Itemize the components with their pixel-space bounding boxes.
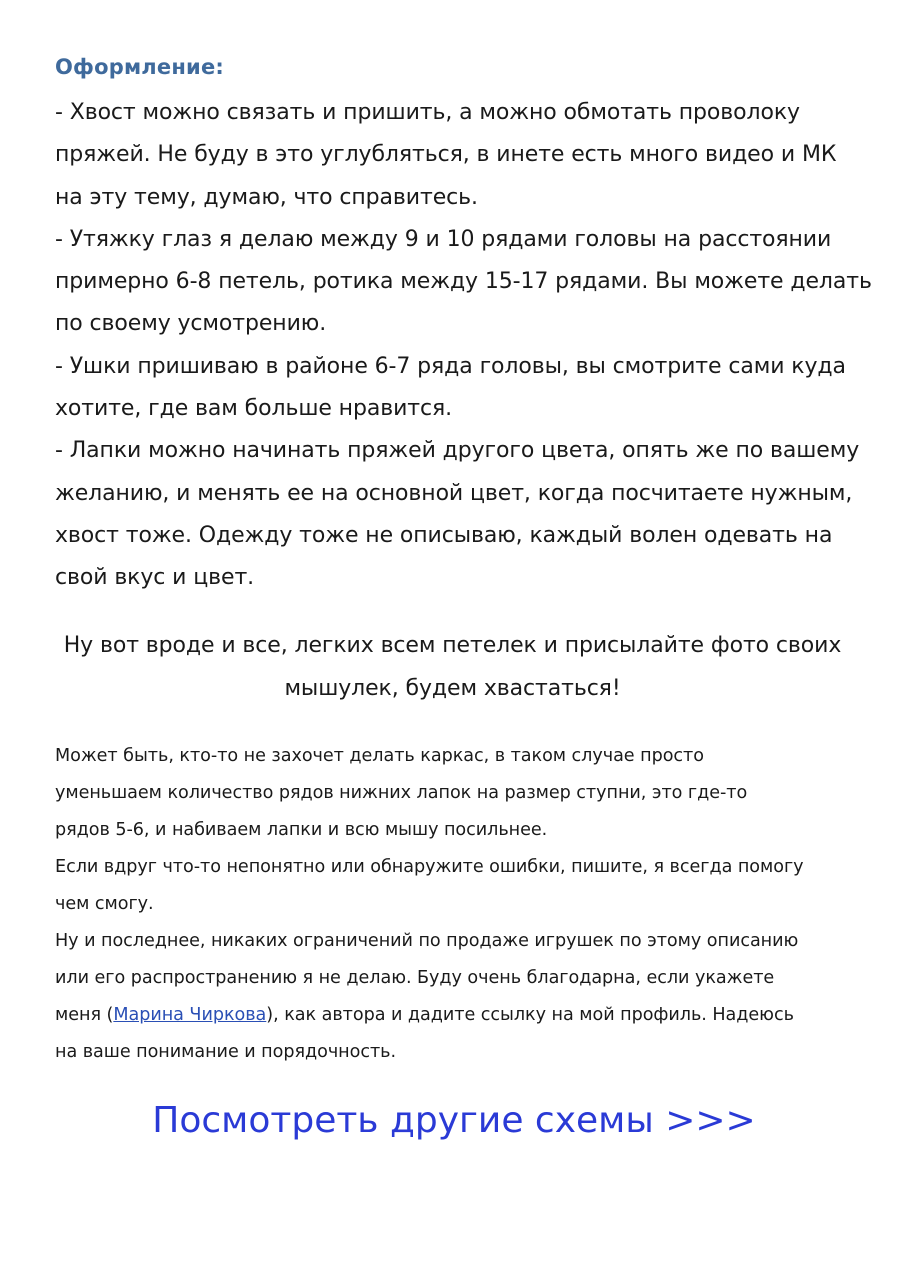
text-line: на эту тему, думаю, что справитесь. bbox=[55, 184, 478, 210]
closing-message bbox=[30, 624, 875, 710]
text-line: - Лапки можно начинать пряжей другого цвета, опять же по вашему bbox=[55, 438, 860, 464]
more-patterns-link[interactable] bbox=[0, 1096, 905, 1146]
text-line: примерно 6-8 петель, ротика между 15-17 рядами. Вы можете делать bbox=[55, 269, 872, 295]
text-line: по своему усмотрению. bbox=[55, 311, 327, 337]
closing-line: Ну вот вроде и все, легких всем петелек и присылайте фото своих bbox=[63, 633, 842, 658]
author-suffix: ), как автора и дадите ссылку на мой профиль. Надеюсь bbox=[266, 1005, 794, 1025]
notes-line: Если вдруг что-то непонятно или обнаружите ошибки, пишите, я всегда помогу bbox=[55, 857, 804, 877]
text-line: - Утяжку глаз я делаю между 9 и 10 рядами головы на расстоянии bbox=[55, 226, 832, 252]
closing-line: мышулек, будем хвастаться! bbox=[284, 676, 621, 701]
instructions-text bbox=[55, 92, 872, 600]
text-line: свой вкус и цвет. bbox=[55, 565, 255, 591]
author-profile-link[interactable]: Марина Чиркова bbox=[113, 1005, 267, 1025]
text-line: хотите, где вам больше нравится. bbox=[55, 396, 453, 422]
text-line: - Хвост можно связать и пришить, а можно обмотать проволоку bbox=[55, 100, 800, 125]
author-notes bbox=[55, 738, 855, 1071]
notes-line-author bbox=[55, 997, 855, 1034]
notes-line: на ваше понимание и порядочность. bbox=[55, 1042, 397, 1062]
text-line: - Ушки пришиваю в районе 6-7 ряда головы, вы смотрите сами куда bbox=[55, 353, 846, 379]
more-patterns-label: Посмотреть другие схемы >>> bbox=[152, 1100, 756, 1141]
text-line: хвост тоже. Одежду тоже не описываю, каждый волен одевать на bbox=[55, 522, 833, 548]
notes-line: Ну и последнее, никаких ограничений по продаже игрушек по этому описанию bbox=[55, 931, 799, 951]
section-heading: Оформление: bbox=[55, 55, 225, 79]
notes-line: рядов 5-6, и набиваем лапки и всю мышу посильнее. bbox=[55, 820, 548, 840]
notes-line: уменьшаем количество рядов нижних лапок на размер ступни, это где-то bbox=[55, 783, 748, 803]
author-prefix: меня ( bbox=[55, 1005, 114, 1025]
notes-line: или его распространению я не делаю. Буду очень благодарна, если укажете bbox=[55, 968, 775, 988]
text-line: пряжей. Не буду в это углубляться, в инете есть много видео и МК bbox=[55, 142, 837, 168]
text-line: желанию, и менять ее на основной цвет, когда посчитаете нужным, bbox=[55, 480, 853, 506]
notes-line: Может быть, кто-то не захочет делать каркас, в таком случае просто bbox=[55, 746, 704, 766]
notes-line: чем смогу. bbox=[55, 894, 154, 914]
